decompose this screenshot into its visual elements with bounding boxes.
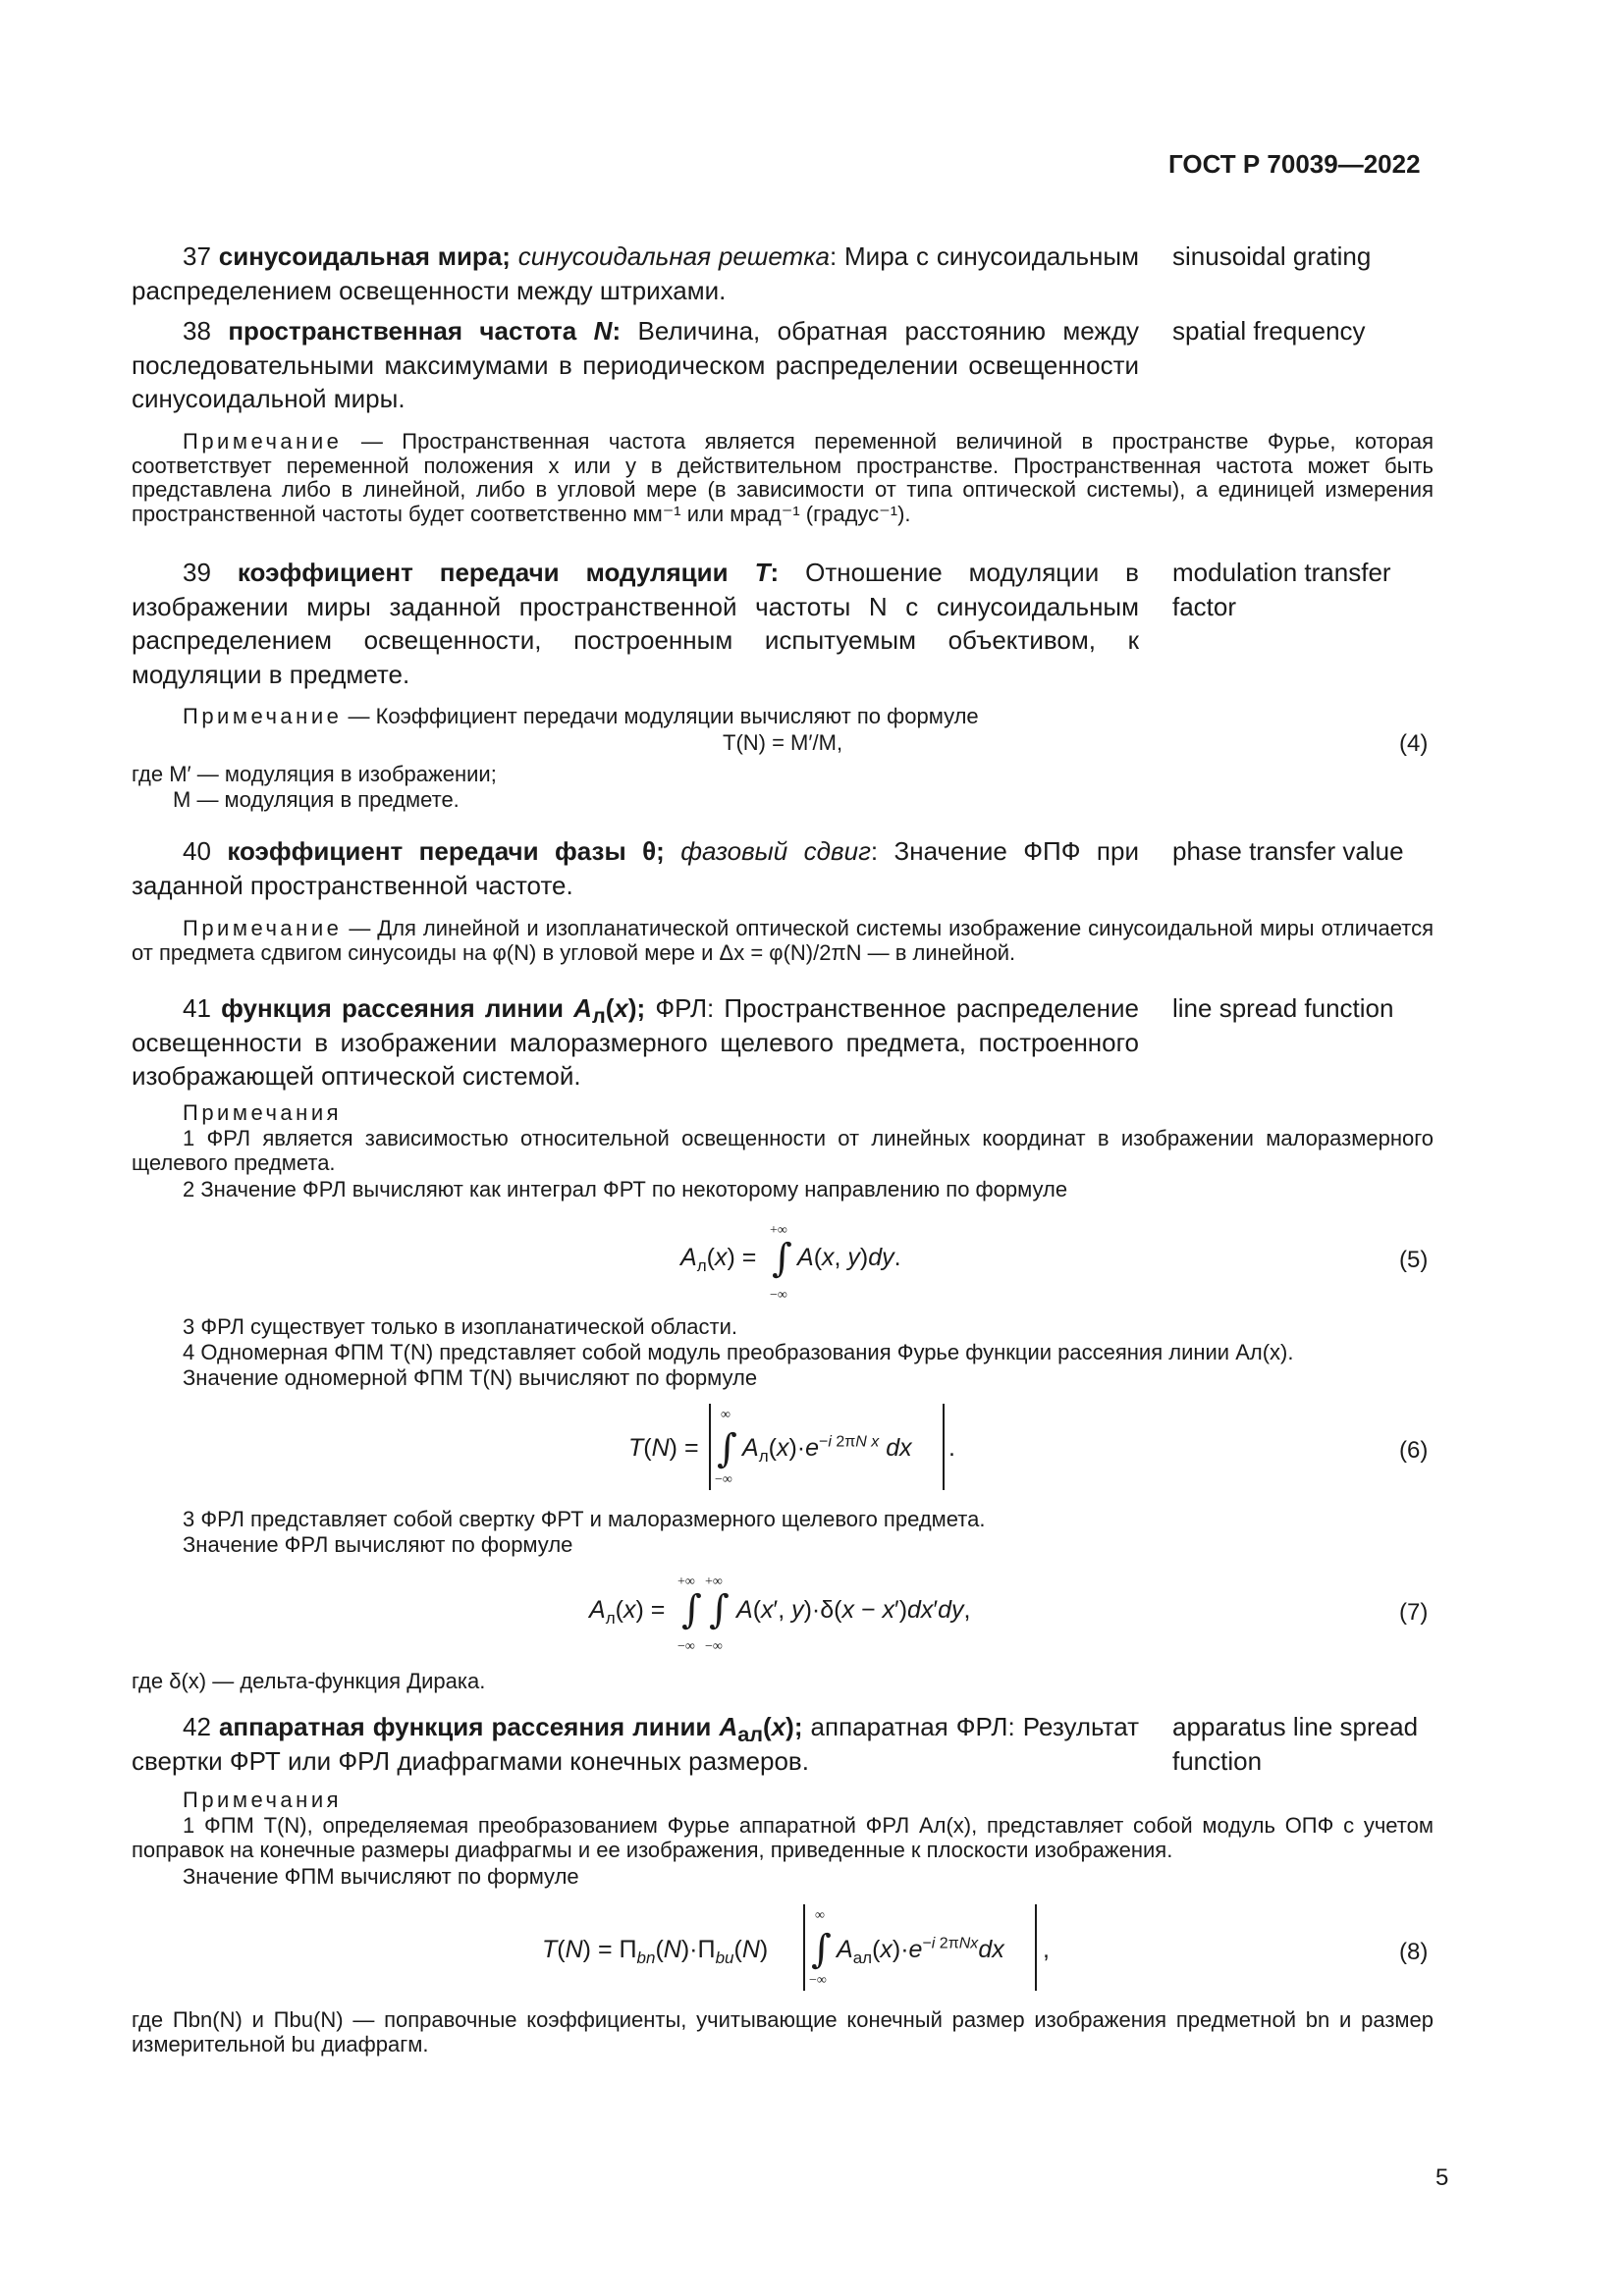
note-41-5a: 3 ФРЛ представляет собой свертку ФРТ и малоразмерного щелевого предмета. [183,1507,986,1531]
note-41-where: где δ(x) — дельта-функция Дирака. [132,1669,486,1693]
formula-4-number: (4) [1399,730,1429,757]
note-42-2: Значение ФПМ вычисляют по формуле [183,1864,579,1889]
term-38: 38 пространственная частота N: Величина, обратная расстоянию между последовательными максимумами в периодическом распределении освещенности синусоидальной миры. [132,316,1139,413]
notes-41-label: Примечания [183,1100,343,1125]
term-41: 41 функция рассеяния линии $A_л(x)$; ФРЛ: Пространственное распределение освещенности в изображении малоразмерного щелевого предмета, построенного изображающей оптической системой. [132,993,1139,1091]
document-id: ГОСТ Р 70039—2022 [1168,149,1421,179]
page-number: 5 [1435,2164,1449,2191]
formula-4: T(N) = M′/M, [723,730,843,755]
formula-7-number: (7) [1399,1599,1429,1626]
note-41-4b: Значение одномерной ФПМ T(N) вычисляют по формуле [183,1365,758,1390]
term-42: 42 аппаратная функция рассеяния линии $A_{ал}(x)$; аппаратная ФРЛ: Результат свертки ФРТ или ФРЛ диафрагмами конечных размеров. [132,1712,1139,1776]
term-37: 37 синусоидальная мира; синусоидальная решетка: Мира с синусоидальным распределением освещенности между штрихами. [132,241,1139,305]
note-38: Примечание — Пространственная частота является переменной величиной в пространстве Фурье, которая соответствует переменной положения x или y в действительном пространстве. Пространственная частота может быть представлена либо в линейной, либо в угловой мере (в зависимости от типа оптической системы), а единицей измерения пространственной частоты будет соответственно мм⁻¹ или мрад⁻¹ (градус⁻¹). [132,429,1434,526]
term-38-english: spatial frequency [1172,316,1366,346]
note-42-where: где Πbn(N) и Πbu(N) — поправочные коэффициенты, учитывающие конечный размер изображения предметной bn и размер измерительной bu диафрагм. [132,2007,1434,2056]
note-41-4a: 4 Одномерная ФПМ T(N) представляет собой модуль преобразования Фурье функции рассеяния линии Aл(x). [183,1340,1294,1364]
formula-8-number: (8) [1399,1939,1429,1965]
note-41-1: 1 ФРЛ является зависимостью относительной освещенности от линейных координат в изображении малоразмерного щелевого предмета. [132,1126,1434,1175]
term-39: 39 коэффициент передачи модуляции T: Отношение модуляции в изображении миры заданной пространственной частоты N с синусоидальным распределением освещенности, построенным испытуемым объективом, к модуляции в предмете. [132,558,1139,689]
note-39-where-2: M — модуляция в предмете. [173,787,460,812]
term-41-english: line spread function [1172,993,1394,1023]
term-42-english: apparatus line spread function [1172,1712,1419,1776]
term-39-english: modulation transfer factor [1172,558,1391,621]
term-40-english: phase transfer value [1172,836,1404,866]
note-42-1: 1 ФПМ T(N), определяемая преобразованием Фурье аппаратной ФРЛ Aл(x), представляет собой модуль ОПФ с учетом поправок на конечные размеры диафрагмы и ее изображения, приведенные к плоскости изображения. [132,1813,1434,1862]
note-40: Примечание — Для линейной и изопланатической оптической системы изображение синусоидальной миры отличается от предмета сдвигом синусоиды на φ(N) в угловой мере и Δx = φ(N)/2πN — в линейной. [132,916,1434,965]
note-41-2: 2 Значение ФРЛ вычисляют как интеграл ФРТ по некоторому направлению по формуле [183,1177,1068,1201]
term-40: 40 коэффициент передачи фазы θ; фазовый сдвиг: Значение ФПФ при заданной пространственной частоте. [132,836,1139,900]
note-41-5b: Значение ФРЛ вычисляют по формуле [183,1532,573,1557]
formula-5-number: (5) [1399,1247,1429,1273]
formula-6-number: (6) [1399,1437,1429,1464]
term-37-english: sinusoidal grating [1172,241,1372,271]
note-39: Примечание — Коэффициент передачи модуляции вычисляют по формуле [183,704,979,728]
note-39-where-1: где M′ — модуляция в изображении; [132,762,497,786]
notes-42-label: Примечания [183,1788,343,1812]
note-41-3: 3 ФРЛ существует только в изопланатической области. [183,1314,737,1339]
